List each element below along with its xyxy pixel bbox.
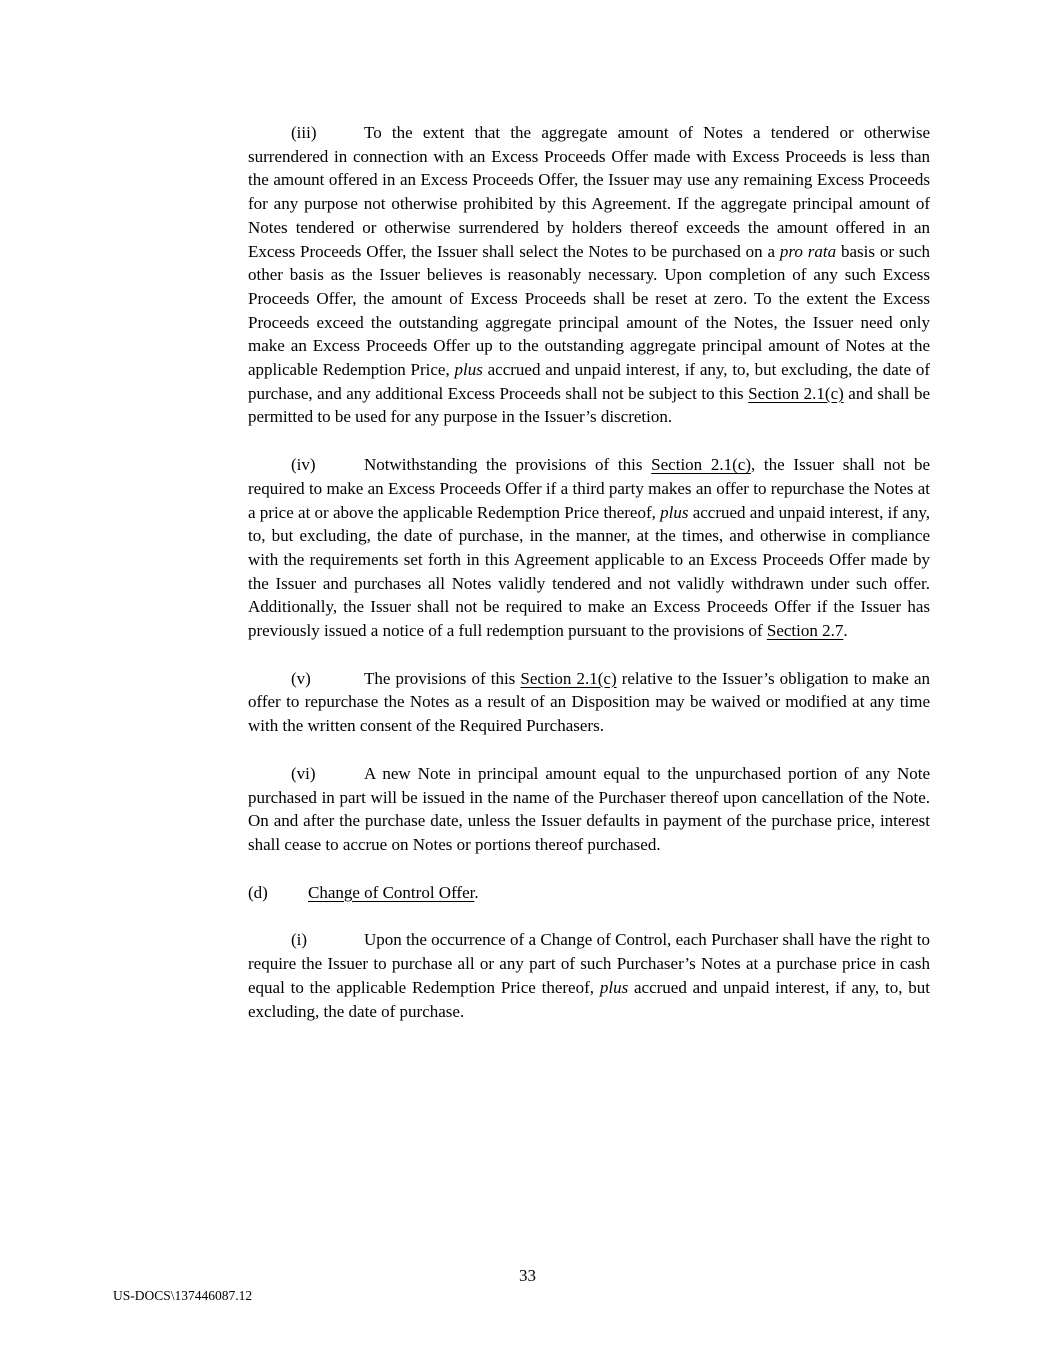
text-segment: and shall be permitted to be used for any purpose in the Issuer’s discretion. [248,383,931,427]
section-reference: Section 2.1(c) [748,383,844,403]
text-segment: accrued and unpaid interest, if any, to, but excluding, the date of purchase, in the manner, at the times, and otherwise in compliance with the requirements set forth in this Agreement applicable to an Excess Proceeds Offer made by the Issuer and purchases all Notes validly tendered and not validly withdrawn under such offer. Additionally, the Issuer shall not be required to make an Excess Proceeds Offer if the Issuer has previously issued a notice of a full redemption pursuant to the provisions of [248,502,930,641]
paragraph-number: (i) [291,930,308,950]
paragraph-number: (iv) [291,455,316,475]
text-segment: The provisions of this [364,668,521,688]
text-segment: plus [599,977,629,997]
section-reference: Section 2.1(c) [520,668,617,688]
paragraph [248,453,930,643]
text-segment: pro rata [779,241,837,261]
paragraph-number: (d) [248,882,268,902]
paragraph-number: (v) [291,668,311,688]
text-segment: , the Issuer shall not be required to make an Excess Proceeds Offer if a third party makes an offer to repurchase the Notes at a price at or above the applicable Redemption Price thereof, [248,455,930,522]
text-segment: To the extent that the aggregate amount of Notes a tendered or otherwise surrendered in connection with an Excess Proceeds Offer made with Excess Proceeds is less than the amount offered in an Excess Proceeds Offer, the Issuer may use any remaining Excess Proceeds for any purpose not otherwise prohibited by this Agreement. If the aggregate principal amount of Notes tendered or otherwise surrendered by holders thereof exceeds the amount offered in an Excess Proceeds Offer, the Issuer shall select the Notes to be purchased on a [248,123,930,261]
section-reference: Change of Control Offer [308,882,475,902]
paragraph-text [248,123,930,426]
text-segment: . [843,621,848,641]
section-reference: Section 2.1(c) [651,455,751,475]
text-segment: plus [660,502,689,522]
paragraph [248,881,930,905]
text-segment: relative to the Issuer’s obligation to make an offer to repurchase the Notes as a result of an Disposition may be waived or modified at any time with the written consent of the Required Purchasers. [248,668,930,736]
text-segment: basis or such other basis as the Issuer believes is reasonably necessary. Upon completion of any such Excess Proceeds Offer, the amount of Excess Proceeds shall be reset at zero. To the extent the Excess Proceeds exceed the outstanding aggregate principal amount of the Notes, the Issuer need only make an Excess Proceeds Offer up to the outstanding aggregate principal amount of Notes at the applicable Redemption Price, [248,241,930,380]
paragraph-text [248,455,930,640]
paragraph-number: (vi) [291,763,316,783]
paragraph-number: (iii) [291,123,317,142]
document-content [248,121,930,1047]
paragraph [248,928,930,1023]
text-segment: A new Note in principal amount equal to the unpurchased portion of any Note purchased in part will be issued in the name of the Purchaser thereof upon cancellation of the Note. On and after the purchase date, unless the Issuer defaults in payment of the purchase price, interest shall cease to accrue on Notes or portions thereof purchased. [248,763,930,854]
section-reference: Section 2.7 [766,621,844,641]
text-segment: Upon the occurrence of a Change of Control, each Purchaser shall have the right to require the Issuer to purchase all or any part of such Purchaser’s Notes at a purchase price in cash equal to the applicable Redemption Price thereof, [248,930,930,997]
paragraph [248,762,930,857]
page-number: 33 [519,1266,536,1285]
text-segment: accrued and unpaid interest, if any, to, but excluding, the date of purchase, and any additional Excess Proceeds shall not be subject to this [248,360,930,403]
text-segment: accrued and unpaid interest, if any, to, but excluding, the date of purchase. [248,977,930,1021]
document-id: US-DOCS\137446087.12 [113,1288,253,1303]
paragraph-text [308,883,479,902]
paragraph [248,667,930,738]
text-segment: Notwithstanding the provisions of this [364,455,652,475]
paragraph [248,121,930,429]
text-segment: plus [454,360,483,380]
text-segment: . [474,882,479,902]
